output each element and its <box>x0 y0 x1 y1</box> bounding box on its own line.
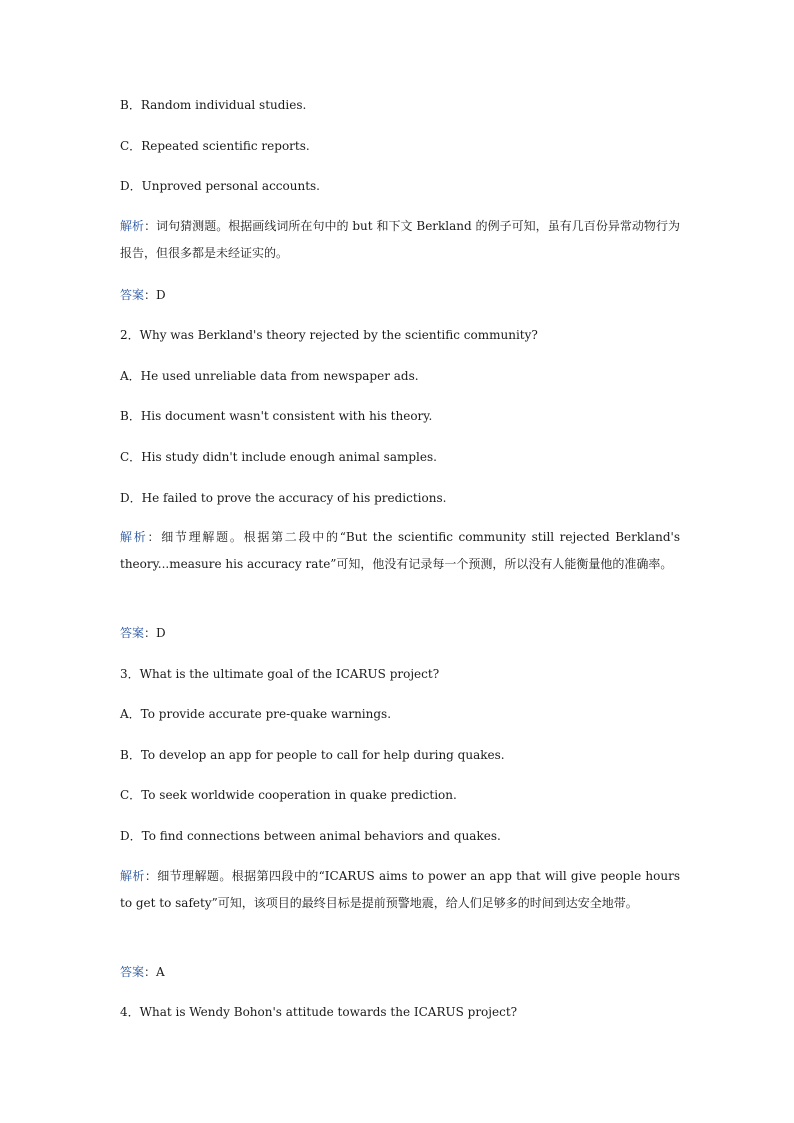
option-letter: D． <box>120 179 142 193</box>
q2-option-d <box>120 490 680 506</box>
option-letter: C． <box>120 139 142 153</box>
option-letter: B． <box>120 409 141 423</box>
q1-analysis <box>120 213 680 267</box>
analysis-label: 解析 <box>120 869 145 883</box>
option-text: Repeated scientific reports. <box>141 139 310 153</box>
answer-label: 答案 <box>120 626 145 640</box>
q4-question: 4．What is Wendy Bohon's attitude towards the ICARUS project? <box>120 1005 518 1019</box>
analysis-text: ：词句猜测题。根据画线词所在句中的 but 和下文 Berkland 的例子可知，虽有几百份异常动物行为报告，但很多都是未经证实的。 <box>120 219 680 260</box>
option-letter: C． <box>120 450 142 464</box>
q3-analysis <box>120 863 680 917</box>
answer-label: 答案 <box>120 288 145 302</box>
option-letter: D． <box>120 491 142 505</box>
option-text: Random individual studies. <box>140 98 307 112</box>
option-letter: A． <box>120 707 141 721</box>
answer-text: ：A <box>144 965 165 979</box>
option-letter: B． <box>120 748 141 762</box>
option-letter: B． <box>120 98 141 112</box>
q2-option-c <box>120 449 680 465</box>
q3-option-a <box>120 706 680 722</box>
option-text: His study didn't include enough animal samples. <box>141 450 437 464</box>
answer-text: ：D <box>144 626 166 640</box>
option-text: To develop an app for people to call for help during quakes. <box>140 748 505 762</box>
q3-option-b <box>120 747 680 763</box>
option-letter: C． <box>120 788 142 802</box>
q3-option-c <box>120 787 680 803</box>
option-letter: D． <box>120 829 142 843</box>
option-text: His document wasn't consistent with his theory. <box>140 409 433 423</box>
analysis-text: ：细节理解题。根据第二段中的“But the scientific community still rejected Berkland's theory...measure his accuracy rate”可知，他没有记录每一个预测，所以没有人能衡量他的准确率。 <box>120 530 680 571</box>
option-letter: A． <box>120 369 141 383</box>
q3-question: 3．What is the ultimate goal of the ICARUS project? <box>120 667 440 681</box>
q1-option-b <box>120 97 680 113</box>
q1-option-d <box>120 178 680 194</box>
q1-answer <box>120 287 680 303</box>
q3-answer <box>120 964 680 980</box>
answer-text: ：D <box>144 288 166 302</box>
option-text: To seek worldwide cooperation in quake prediction. <box>141 788 457 802</box>
option-text: To provide accurate pre-quake warnings. <box>140 707 392 721</box>
option-text: Unproved personal accounts. <box>141 179 320 193</box>
analysis-text: ：细节理解题。根据第四段中的“ICARUS aims to power an app that will give people hours to get to safety”可知，该项目的最终目标是提前预警地震，给人们足够多的时间到达安全地带。 <box>120 869 680 910</box>
option-text: He used unreliable data from newspaper ads. <box>140 369 419 383</box>
q2-analysis <box>120 524 680 578</box>
q2-question: 2．Why was Berkland's theory rejected by the scientific community? <box>120 328 538 342</box>
q2-answer <box>120 625 680 641</box>
option-text: To find connections between animal behaviors and quakes. <box>141 829 501 843</box>
q2-option-a <box>120 368 680 384</box>
option-text: He failed to prove the accuracy of his predictions. <box>141 491 447 505</box>
q2-option-b <box>120 408 680 424</box>
q3-option-d <box>120 828 680 844</box>
q1-option-c <box>120 138 680 154</box>
analysis-label: 解析 <box>120 219 145 233</box>
analysis-label: 解析 <box>120 530 148 544</box>
answer-label: 答案 <box>120 965 145 979</box>
